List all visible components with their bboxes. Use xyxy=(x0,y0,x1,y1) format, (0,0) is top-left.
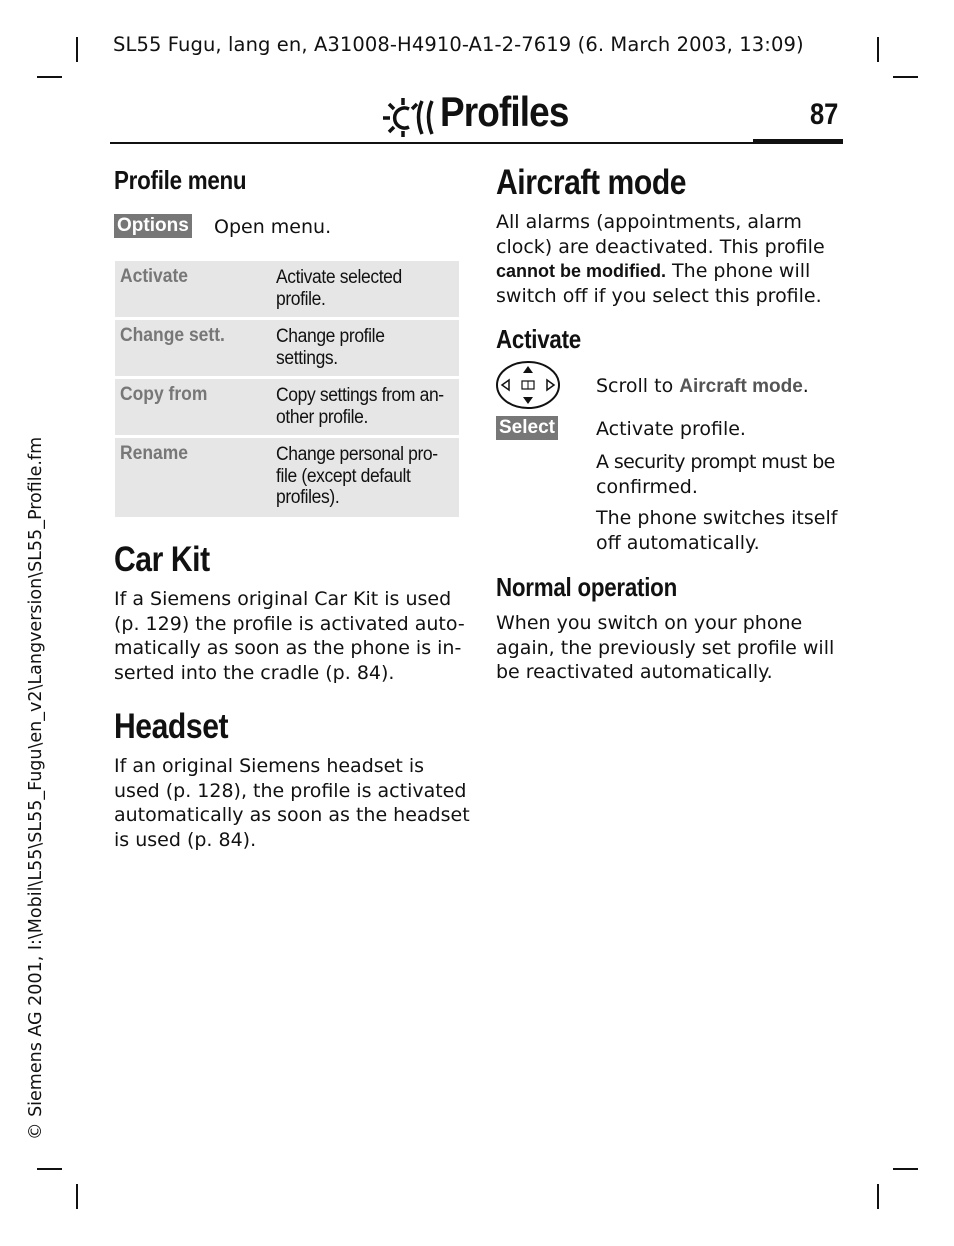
profiles-icon xyxy=(381,96,437,138)
title-rule xyxy=(110,142,842,144)
description-line: settings. xyxy=(276,347,338,369)
description-line: file (except default xyxy=(276,465,411,487)
note-line: off automatically. xyxy=(596,531,760,554)
table-row xyxy=(115,261,459,317)
paragraph-line: If an original Siemens headset is xyxy=(114,755,425,777)
instruction-text: Scroll to xyxy=(596,375,680,397)
aircraft-mode-heading: Aircraft mode xyxy=(496,163,687,202)
crop-mark xyxy=(893,1168,918,1170)
options-description: Open menu. xyxy=(214,216,332,238)
page-title: Profiles xyxy=(440,88,569,135)
paragraph-line: All alarms (appointments, alarm xyxy=(496,211,802,233)
menu-item-description xyxy=(276,326,446,369)
paragraph-line: (p. 129) the profile is activated auto- xyxy=(114,612,465,635)
menu-item-key: Change sett. xyxy=(120,325,225,346)
menu-item-description xyxy=(276,444,446,509)
paragraph-line: When you switch on your phone xyxy=(496,612,803,634)
activate-heading: Activate xyxy=(496,324,581,354)
description-line: profiles). xyxy=(276,487,340,508)
paragraph-line: automatically as soon as the headset xyxy=(114,804,470,826)
select-softkey: Select xyxy=(496,416,558,440)
paragraph-line xyxy=(496,259,825,284)
headset-paragraph xyxy=(114,754,470,852)
note-line: A security prompt must be xyxy=(596,451,835,473)
crop-mark xyxy=(37,1168,62,1170)
normal-operation-heading: Normal operation xyxy=(496,572,677,602)
profile-menu-heading: Profile menu xyxy=(114,165,247,195)
table-row xyxy=(115,438,459,517)
page-number: 87 xyxy=(810,98,839,131)
switch-off-note xyxy=(596,506,837,555)
side-file-path: © Siemens AG 2001, I:\Mobil\L55\SL55_Fugu\en_v2\Langversion\SL55_Profile.fm xyxy=(26,436,46,1140)
description-line: other profile. xyxy=(276,406,369,428)
crop-mark xyxy=(37,76,62,78)
options-softkey: Options xyxy=(114,214,192,238)
paragraph-line: again, the previously set profile will xyxy=(496,636,835,659)
aircraft-mode-paragraph xyxy=(496,210,825,308)
description-line: Copy settings from an- xyxy=(276,385,444,406)
scroll-instruction xyxy=(596,374,809,400)
crop-mark xyxy=(76,37,78,62)
profile-menu-table xyxy=(115,261,459,520)
menu-item-description xyxy=(276,385,446,428)
menu-item-key: Rename xyxy=(120,443,189,464)
description-line: Activate selected xyxy=(276,267,402,288)
menu-item-key: Activate xyxy=(120,266,189,287)
note-line: The phone switches itself xyxy=(596,507,838,529)
headset-heading: Headset xyxy=(114,707,229,746)
paragraph-line: switch off if you select this profile. xyxy=(496,284,822,307)
paragraph-line: is used (p. 84). xyxy=(114,828,257,851)
instruction-text: . xyxy=(802,375,809,397)
table-row xyxy=(115,320,459,376)
car-kit-heading: Car Kit xyxy=(114,540,210,579)
crop-mark xyxy=(76,1184,78,1209)
paragraph-line: serted into the cradle (p. 84). xyxy=(114,661,395,684)
note-line: confirmed. xyxy=(596,475,698,498)
document-info: SL55 Fugu, lang en, A31008-H4910-A1-2-7619 (6. March 2003, 13:09) xyxy=(113,33,804,56)
page-number-rule xyxy=(753,139,843,144)
description-line: Change personal pro- xyxy=(276,444,438,465)
paragraph-line: matically as soon as the phone is in- xyxy=(114,637,462,659)
crop-mark xyxy=(877,1184,879,1209)
paragraph-line: used (p. 128), the profile is activated xyxy=(114,779,467,802)
navigation-key-icon xyxy=(495,360,561,410)
normal-operation-paragraph xyxy=(496,611,834,685)
crop-mark xyxy=(893,76,918,78)
security-note xyxy=(596,450,835,499)
car-kit-paragraph xyxy=(114,587,465,685)
menu-item-key: Copy from xyxy=(120,384,208,405)
crop-mark xyxy=(877,37,879,62)
description-line: Change profile xyxy=(276,326,385,347)
emphasis-text: cannot be modified. xyxy=(496,261,667,281)
paragraph-line: If a Siemens original Car Kit is used xyxy=(114,588,452,610)
description-line: profile. xyxy=(276,288,326,310)
menu-item-description xyxy=(276,267,446,310)
table-row xyxy=(115,379,459,435)
paragraph-line: be reactivated automatically. xyxy=(496,661,773,683)
activate-description: Activate profile. xyxy=(596,418,746,440)
paragraph-text: The phone will xyxy=(666,260,811,282)
menu-reference: Aircraft mode xyxy=(679,376,803,397)
paragraph-line: clock) are deactivated. This profile xyxy=(496,235,825,258)
